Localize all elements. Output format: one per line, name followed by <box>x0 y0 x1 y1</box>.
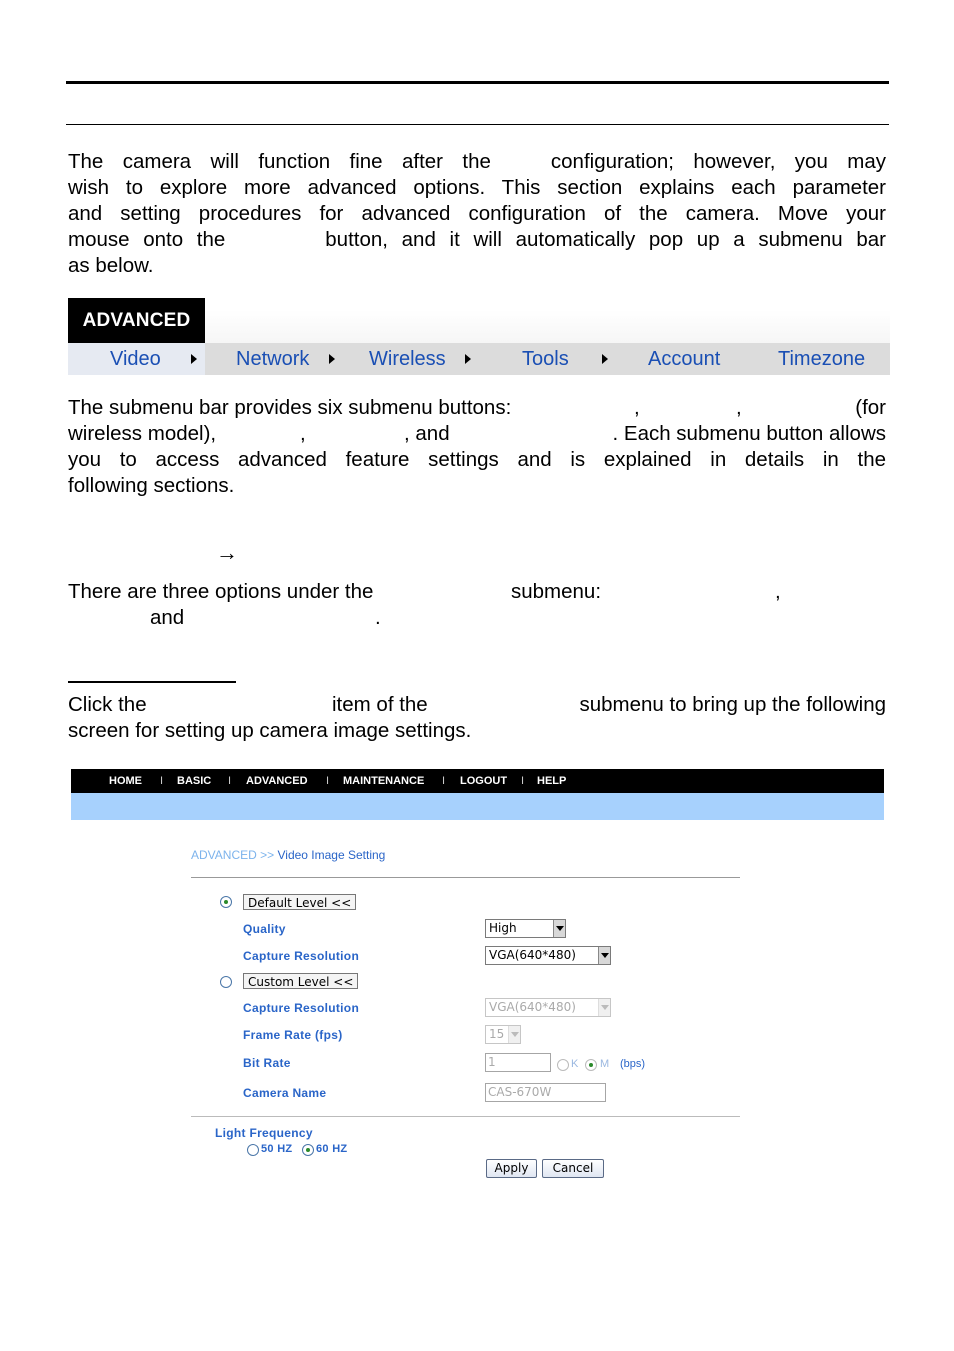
chevron-down-icon <box>598 999 610 1016</box>
submenu-paragraph <box>68 395 886 499</box>
click-line-2: screen for setting up camera image settings. <box>68 719 472 742</box>
default-level-button[interactable]: Default Level << <box>243 894 356 910</box>
custom-level-radio[interactable] <box>220 976 232 988</box>
unit-k-radio[interactable] <box>557 1059 569 1071</box>
custom-capture-resolution-select[interactable]: VGA(640*480) <box>485 998 611 1017</box>
hz50-radio[interactable] <box>247 1144 259 1156</box>
frame-rate-select[interactable]: 15 <box>485 1025 521 1044</box>
submenu-item-wireless[interactable]: Wireless <box>369 348 446 370</box>
intro-paragraph <box>68 149 886 279</box>
nav-home[interactable]: HOME <box>109 775 142 787</box>
default-level-radio[interactable] <box>220 896 232 908</box>
submenu-line-1: The submenu bar provides six submenu buttons: , , (for <box>68 396 886 419</box>
capture-resolution-select[interactable]: VGA(640*480) <box>485 946 611 965</box>
quality-label: Quality <box>243 922 286 936</box>
submenu-item-account[interactable]: Account <box>648 348 721 370</box>
intro-line-2: wish to explore more advanced options. This section explains each parameter <box>68 176 886 199</box>
submenu-arrow-icon <box>329 354 335 364</box>
submenu-bar <box>68 343 890 375</box>
camera-name-label: Camera Name <box>243 1086 327 1100</box>
unit-k-label: K <box>571 1058 579 1070</box>
unit-m-radio[interactable] <box>585 1059 597 1071</box>
submenu-item-video[interactable]: Video <box>110 348 161 370</box>
options-paragraph <box>68 579 886 631</box>
nav-separator: I <box>442 775 446 787</box>
camera-settings-screenshot <box>71 769 884 1189</box>
light-frequency-label: Light Frequency <box>215 1126 313 1140</box>
unit-m-label: M <box>600 1058 610 1070</box>
quality-select[interactable]: High <box>485 919 566 938</box>
chevron-down-icon <box>553 920 565 937</box>
nav-separator: I <box>521 775 525 787</box>
options-line-1: There are three options under the submenu: , <box>68 580 781 603</box>
intro-line-5: as below. <box>68 254 154 277</box>
top-nav <box>71 769 884 793</box>
hz60-radio[interactable] <box>302 1144 314 1156</box>
click-paragraph <box>68 692 886 744</box>
submenu-top-fill <box>205 310 890 343</box>
section-rule <box>66 124 889 125</box>
intro-line-1: The camera will function fine after the configuration; however, you may <box>68 150 886 173</box>
submenu-item-timezone[interactable]: Timezone <box>778 348 866 370</box>
breadcrumb-parent[interactable]: ADVANCED >> <box>191 848 278 862</box>
nav-separator: I <box>228 775 232 787</box>
intro-line-4: mouse onto the button, and it will automatically pop up a submenu bar <box>68 228 886 251</box>
header-rule <box>66 81 889 84</box>
right-arrow-icon: → <box>216 540 238 565</box>
intro-line-3: and setting procedures for advanced configuration of the camera. Move your <box>68 202 886 225</box>
nav-separator: I <box>160 775 164 787</box>
submenu-line-2: wireless model), , , and . Each submenu button allows <box>68 422 886 445</box>
options-line-2: and . <box>150 606 381 629</box>
frame-rate-label: Frame Rate (fps) <box>243 1028 343 1042</box>
breadcrumb-current: Video Image Setting <box>277 848 386 862</box>
subsection-heading-underline <box>68 681 236 683</box>
nav-help[interactable]: HELP <box>537 775 567 787</box>
bit-rate-input[interactable]: 1 <box>485 1053 551 1072</box>
chevron-down-icon <box>598 947 610 964</box>
camera-name-input[interactable]: CAS-670W <box>485 1083 606 1102</box>
custom-capture-resolution-label: Capture Resolution <box>243 1001 360 1015</box>
unit-bps-label: (bps) <box>620 1058 646 1070</box>
nav-basic[interactable]: BASIC <box>177 775 212 787</box>
submenu-arrow-icon <box>465 354 471 364</box>
submenu-arrow-icon <box>191 354 197 364</box>
cancel-button[interactable]: Cancel <box>542 1159 604 1178</box>
advanced-title: ADVANCED <box>68 298 205 343</box>
apply-button[interactable]: Apply <box>486 1159 537 1178</box>
submenu-item-tools[interactable]: Tools <box>522 348 569 370</box>
submenu-line-3: you to access advanced feature settings and is explained in details in the <box>68 448 886 471</box>
chevron-down-icon <box>508 1026 520 1043</box>
submenu-item-network[interactable]: Network <box>236 348 310 370</box>
submenu-line-4: following sections. <box>68 474 235 497</box>
submenu-arrow-icon <box>602 354 608 364</box>
nav-sub-band <box>71 793 884 820</box>
click-line-1: Click the item of the submenu to bring up the following <box>68 693 886 716</box>
submenu-bar-image <box>68 298 890 375</box>
hz60-label: 60 HZ <box>316 1143 348 1155</box>
nav-separator: I <box>326 775 330 787</box>
nav-advanced[interactable]: ADVANCED <box>246 775 308 787</box>
hz50-label: 50 HZ <box>261 1143 293 1155</box>
nav-maintenance[interactable]: MAINTENANCE <box>343 775 425 787</box>
capture-resolution-label: Capture Resolution <box>243 949 360 963</box>
divider <box>191 1116 740 1117</box>
nav-logout[interactable]: LOGOUT <box>460 775 508 787</box>
breadcrumb <box>191 848 385 862</box>
divider <box>191 877 740 878</box>
bit-rate-label: Bit Rate <box>243 1056 291 1070</box>
custom-level-button[interactable]: Custom Level << <box>243 973 358 989</box>
